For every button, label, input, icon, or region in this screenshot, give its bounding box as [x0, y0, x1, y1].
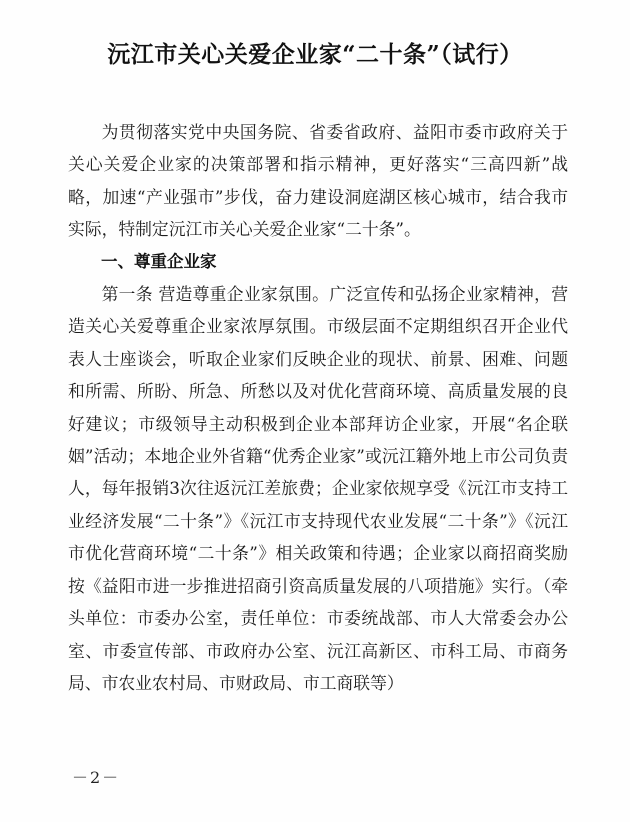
section-heading-respect-entrepreneurs: 一、尊重企业家 — [101, 251, 217, 271]
intro-paragraph: 为贯彻落实党中央国务院、省委省政府、益阳市委市政府关于关心关爱企业家的决策部署和指示精神，更好落实“三高四新”战略，加速“产业强市”步伐，奋力建设洞庭湖区核心城市，结合我市实际，特制定沅江市关心关爱企业家“二十条”。 — [68, 122, 568, 240]
document-body — [68, 116, 568, 699]
page-number: －2－ — [72, 768, 121, 787]
article-one-paragraph: 第一条 营造尊重企业家氛围。广泛宣传和弘扬企业家精神，营造关心关爱尊重企业家浓厚氛围。市级层面不定期组织召开企业代表人士座谈会，听取企业家们反映企业的现状、前景、困难、问题和所需、所盼、所急、所愁以及对优化营商环境、高质量发展的良好建议；市级领导主动积极到企业本部拜访企业家，开展“名企联姻”活动；本地企业外省籍“优秀企业家”或沅江籍外地上市公司负责人，每年报销3次往返沅江差旅费；企业家依规享受《沅江市支持工业经济发展“二十条”》《沅江市支持现代农业发展“二十条”》《沅江市优化营商环境“二十条”》相关政策和待遇；企业家以商招商奖励按《益阳市进一步推进招商引资高质量发展的八项措施》实行。（牵头单位：市委办公室，责任单位：市委统战部、市人大常委会办公室、市委宣传部、市政府办公室、沅江高新区、市科工局、市商务局、市农业农村局、市财政局、市工商联等） — [68, 284, 568, 693]
document-title: 沅江市关心关爱企业家“二十条”（试行） — [107, 41, 523, 68]
